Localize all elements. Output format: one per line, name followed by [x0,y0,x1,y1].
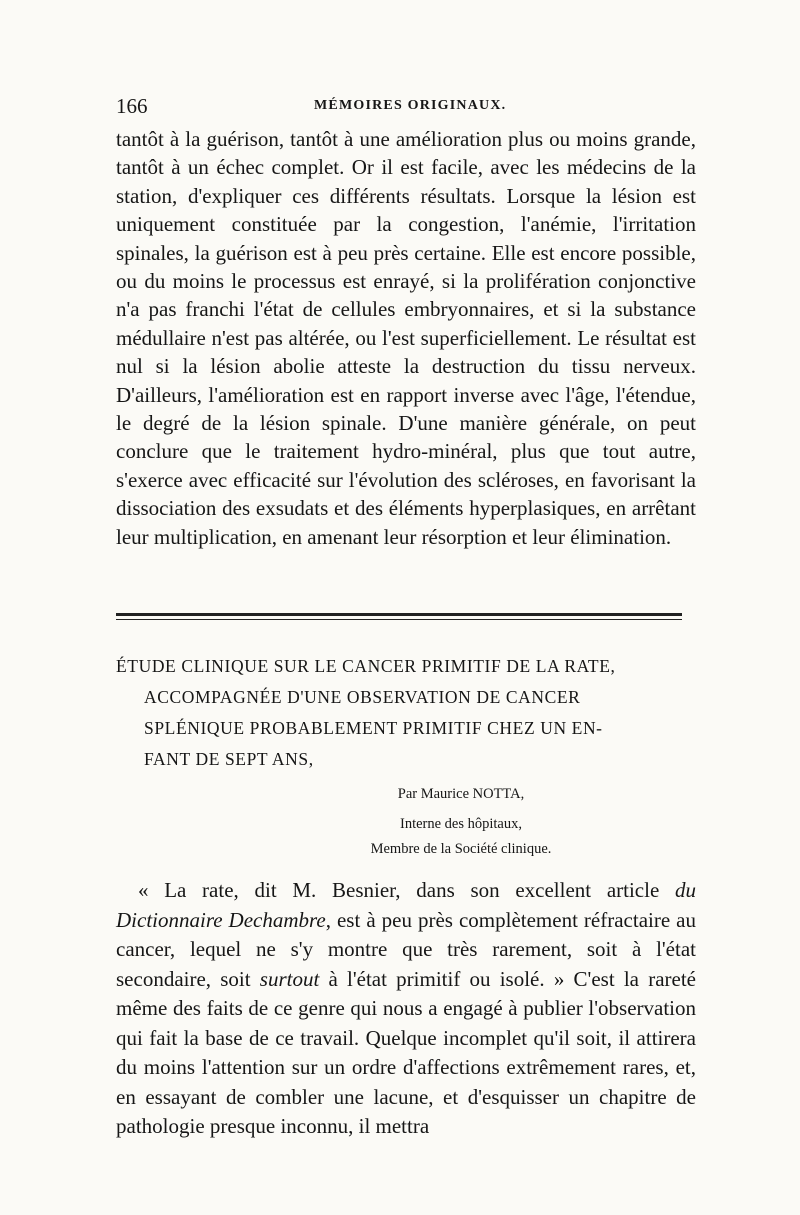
page-header [116,94,696,118]
paragraph-text: à l'état primitif ou isolé. » C'est la rareté même des faits de ce genre qui nous a engagé à publier l'observation qui fait la base de ce travail. Quelque incomplet qu'il soit, il attirera du moins l'attention sur un ordre d'affections extrêmement rares, et, en essayant de combler une lacune, et d'esquisser un chapitre de pathologie presque inconnu, il mettra [116,966,696,1138]
article-title [116,651,696,775]
page-number: 166 [116,94,148,118]
paragraph-text: « La rate, dit M. Besnier, dans son excellent article [138,878,675,902]
author-name: Par Maurice NOTTA, [397,786,525,802]
article-title-line: ACCOMPAGNÉE D'UNE OBSERVATION DE CANCER [144,687,581,707]
running-title: MÉMOIRES ORIGINAUX. [314,98,507,113]
divider-thick [116,613,682,616]
article-title-line: SPLÉNIQUE PROBABLEMENT PRIMITIF CHEZ UN EN- [144,718,603,738]
divider-thin [116,619,682,620]
section-1-paragraph: tantôt à la guérison, tantôt à une amélioration plus ou moins grande, tantôt à un échec complet. Or il est facile, avec les médecins de la station, d'expliquer ces différents résultats. Lorsque la lésion est uniquement constituée par la congestion, l'anémie, l'irritation spinales, la guérison est à peu près certaine. Elle est encore possible, ou du moins le processus est enrayé, si la prolifération conjonctive n'a pas franchi l'état de cellules embryonnaires, et si la substance médullaire n'est pas altérée, ou l'est superficiellement. Le résultat est nul si la lésion abolie atteste la destruction du tissu nerveux. D'ailleurs, l'amélioration est en rapport inverse avec l'âge, l'étendue, le degré de la lésion spinale. D'une manière générale, on peut conclure que le traitement hydro-minéral, plus que tout autre, s'exerce avec efficacité sur l'évolution des scléroses, en favorisant la dissociation des exsudats et des éléments hyperplasiques, en arrêtant leur multiplication, en amenant leur résorption et leur élimination. [116,127,696,549]
article-paragraph [116,876,696,1142]
author-affiliation: Membre de la Société clinique. [370,841,552,857]
italic-emphasis: surtout [259,966,320,991]
paragraph-text: , est à peu près complètement réfractaire au cancer, lequel ne s'y montre que très rarement, soit à l'état secondaire, soit [116,907,696,991]
article-title-line: FANT DE SEPT ANS, [144,749,314,769]
author-affiliation: Interne des hôpitaux, [399,816,522,832]
article-title-line: ÉTUDE CLINIQUE SUR LE CANCER PRIMITIF DE LA RATE, [116,656,616,676]
italic-reference: du Dictionnaire Dechambre [116,878,696,932]
